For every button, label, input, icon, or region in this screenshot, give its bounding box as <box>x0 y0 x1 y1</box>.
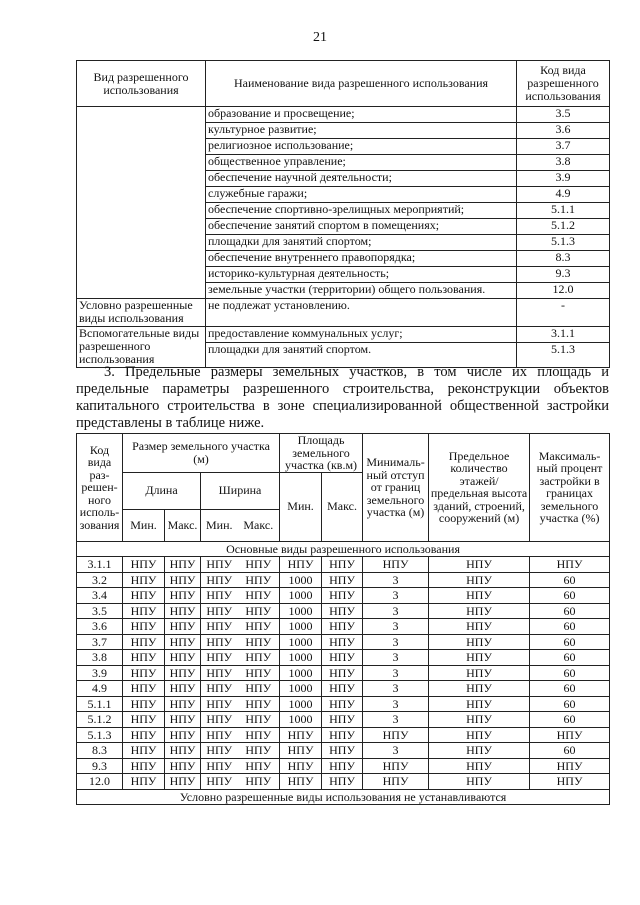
length-max: НПУ <box>165 774 201 790</box>
use-name: обеспечение спортивно-зрелищных мероприятий; <box>206 203 517 219</box>
coverage: НПУ <box>530 727 610 743</box>
header-area-min: Мин. <box>280 472 322 541</box>
plot-parameters-table <box>76 433 610 805</box>
paragraph-line: представлены в таблице ниже. <box>76 415 265 431</box>
use-name: религиозное использование; <box>206 139 517 155</box>
use-code: 3.6 <box>517 123 610 139</box>
floors: НПУ <box>429 619 530 635</box>
header-area: Площадь земельного участка (кв.м) <box>280 434 363 473</box>
length-max: НПУ <box>165 712 201 728</box>
setback: НПУ <box>363 727 429 743</box>
area-min: НПУ <box>280 557 322 573</box>
coverage: 60 <box>530 588 610 604</box>
use-code: 5.1.2 <box>517 219 610 235</box>
setback: 3 <box>363 588 429 604</box>
use-code: 3.9 <box>517 171 610 187</box>
length-min: НПУ <box>123 650 165 666</box>
row-code: 3.2 <box>77 572 123 588</box>
row-code: 3.5 <box>77 603 123 619</box>
use-name: площадки для занятий спортом. <box>206 343 517 368</box>
header-row-1 <box>77 434 610 473</box>
width-min: НПУ <box>201 758 238 774</box>
setback: НПУ <box>363 758 429 774</box>
coverage: 60 <box>530 603 610 619</box>
length-max: НПУ <box>165 727 201 743</box>
use-name: служебные гаражи; <box>206 187 517 203</box>
width-min: НПУ <box>201 650 238 666</box>
use-name: площадки для занятий спортом; <box>206 235 517 251</box>
area-max: НПУ <box>322 634 363 650</box>
length-max: НПУ <box>165 665 201 681</box>
row-code: 5.1.3 <box>77 727 123 743</box>
use-name: историко-культурная деятельность; <box>206 267 517 283</box>
width-min: НПУ <box>201 681 238 697</box>
table-row <box>77 743 610 759</box>
width-min: НПУ <box>201 572 238 588</box>
use-code: 5.1.3 <box>517 343 610 368</box>
table-row <box>77 588 610 604</box>
setback: 3 <box>363 681 429 697</box>
header-coverage: Максималь-ный процент застройки в границах земельного участка (%) <box>530 434 610 542</box>
row-code: 12.0 <box>77 774 123 790</box>
area-max: НПУ <box>322 758 363 774</box>
width-min: НПУ <box>201 712 238 728</box>
conditional-uses-row <box>77 299 610 327</box>
header-use-type: Вид разрешенного использования <box>77 61 206 107</box>
setback: 3 <box>363 619 429 635</box>
table-row <box>77 107 610 123</box>
area-min: НПУ <box>280 758 322 774</box>
table-row <box>77 665 610 681</box>
length-min: НПУ <box>123 588 165 604</box>
length-max: НПУ <box>165 696 201 712</box>
area-max: НПУ <box>322 588 363 604</box>
row-code: 5.1.2 <box>77 712 123 728</box>
width-max: НПУ <box>238 696 280 712</box>
row-code: 3.6 <box>77 619 123 635</box>
floors: НПУ <box>429 681 530 697</box>
length-min: НПУ <box>123 774 165 790</box>
area-max: НПУ <box>322 665 363 681</box>
floors: НПУ <box>429 634 530 650</box>
area-min: 1000 <box>280 572 322 588</box>
area-max: НПУ <box>322 650 363 666</box>
width-max: НПУ <box>238 743 280 759</box>
width-max: НПУ <box>238 758 280 774</box>
width-min: НПУ <box>201 727 238 743</box>
main-uses-group-cell <box>77 107 206 299</box>
area-max: НПУ <box>322 696 363 712</box>
length-max: НПУ <box>165 650 201 666</box>
use-code: 5.1.3 <box>517 235 610 251</box>
setback: 3 <box>363 603 429 619</box>
area-max: НПУ <box>322 603 363 619</box>
use-code: 4.9 <box>517 187 610 203</box>
width-min: НПУ <box>201 696 238 712</box>
width-min: НПУ <box>201 619 238 635</box>
table-row <box>77 696 610 712</box>
coverage: 60 <box>530 681 610 697</box>
header-width-max: Макс. <box>238 509 280 541</box>
row-code: 3.8 <box>77 650 123 666</box>
auxiliary-uses-row <box>77 327 610 343</box>
setback: 3 <box>363 665 429 681</box>
coverage: НПУ <box>530 774 610 790</box>
table-row <box>77 681 610 697</box>
use-code: 3.1.1 <box>517 327 610 343</box>
area-max: НПУ <box>322 743 363 759</box>
header-width-min: Мин. <box>201 509 238 541</box>
area-max: НПУ <box>322 712 363 728</box>
width-max: НПУ <box>238 665 280 681</box>
row-code: 4.9 <box>77 681 123 697</box>
header-use-code: Код вида разрешенного использования <box>517 61 610 107</box>
length-min: НПУ <box>123 603 165 619</box>
area-min: 1000 <box>280 634 322 650</box>
length-max: НПУ <box>165 572 201 588</box>
width-min: НПУ <box>201 557 238 573</box>
area-min: 1000 <box>280 603 322 619</box>
header-area-max: Макс. <box>322 472 363 541</box>
width-min: НПУ <box>201 634 238 650</box>
floors: НПУ <box>429 774 530 790</box>
use-name: не подлежат установлению. <box>206 299 517 327</box>
header-plot-size: Размер земельного участка (м) <box>123 434 280 473</box>
width-min: НПУ <box>201 774 238 790</box>
floors: НПУ <box>429 603 530 619</box>
floors: НПУ <box>429 572 530 588</box>
length-max: НПУ <box>165 743 201 759</box>
length-min: НПУ <box>123 634 165 650</box>
area-max: НПУ <box>322 774 363 790</box>
header-width: Ширина <box>201 472 280 509</box>
use-name: культурное развитие; <box>206 123 517 139</box>
width-min: НПУ <box>201 743 238 759</box>
floors: НПУ <box>429 727 530 743</box>
length-min: НПУ <box>123 743 165 759</box>
length-min: НПУ <box>123 681 165 697</box>
floors: НПУ <box>429 758 530 774</box>
use-code: 5.1.1 <box>517 203 610 219</box>
table-row <box>77 758 610 774</box>
floors: НПУ <box>429 665 530 681</box>
row-code: 3.9 <box>77 665 123 681</box>
header-length-min: Мин. <box>123 509 165 541</box>
section-row <box>77 541 610 557</box>
area-min: 1000 <box>280 650 322 666</box>
use-name: предоставление коммунальных услуг; <box>206 327 517 343</box>
conditional-uses-label: Условно разрешенные виды использования <box>77 299 206 327</box>
use-code: 9.3 <box>517 267 610 283</box>
area-max: НПУ <box>322 681 363 697</box>
width-max: НПУ <box>238 650 280 666</box>
length-max: НПУ <box>165 619 201 635</box>
table-row <box>77 557 610 573</box>
use-name: образование и просвещение; <box>206 107 517 123</box>
length-max: НПУ <box>165 681 201 697</box>
floors: НПУ <box>429 650 530 666</box>
width-max: НПУ <box>238 774 280 790</box>
area-min: 1000 <box>280 588 322 604</box>
area-min: 1000 <box>280 696 322 712</box>
area-min: 1000 <box>280 681 322 697</box>
area-max: НПУ <box>322 727 363 743</box>
setback: 3 <box>363 743 429 759</box>
use-name: обеспечение занятий спортом в помещениях; <box>206 219 517 235</box>
area-max: НПУ <box>322 572 363 588</box>
coverage: НПУ <box>530 758 610 774</box>
area-max: НПУ <box>322 557 363 573</box>
use-code: 3.8 <box>517 155 610 171</box>
footer-row <box>77 789 610 805</box>
coverage: 60 <box>530 572 610 588</box>
floors: НПУ <box>429 712 530 728</box>
use-code: 3.7 <box>517 139 610 155</box>
use-code: - <box>517 299 610 327</box>
header-use-name: Наименование вида разрешенного использования <box>206 61 517 107</box>
table-row <box>77 603 610 619</box>
row-code: 3.1.1 <box>77 557 123 573</box>
table-row <box>77 634 610 650</box>
row-code: 8.3 <box>77 743 123 759</box>
header-length: Длина <box>123 472 201 509</box>
section-paragraph <box>76 364 609 432</box>
area-max: НПУ <box>322 619 363 635</box>
area-min: НПУ <box>280 743 322 759</box>
length-min: НПУ <box>123 696 165 712</box>
paragraph-line: предельные параметры разрешенного строительства, реконструкции объектов <box>76 381 609 397</box>
length-max: НПУ <box>165 758 201 774</box>
width-max: НПУ <box>238 681 280 697</box>
setback: 3 <box>363 650 429 666</box>
coverage: 60 <box>530 650 610 666</box>
area-min: НПУ <box>280 727 322 743</box>
floors: НПУ <box>429 743 530 759</box>
width-max: НПУ <box>238 557 280 573</box>
length-min: НПУ <box>123 619 165 635</box>
width-max: НПУ <box>238 603 280 619</box>
setback: 3 <box>363 634 429 650</box>
use-name: земельные участки (территории) общего пользования. <box>206 283 517 299</box>
area-min: 1000 <box>280 665 322 681</box>
paragraph-line: 3. Предельные размеры земельных участков, в том числе их площадь и <box>104 364 609 380</box>
row-code: 3.7 <box>77 634 123 650</box>
header-length-max: Макс. <box>165 509 201 541</box>
use-code: 8.3 <box>517 251 610 267</box>
setback: НПУ <box>363 557 429 573</box>
table-row <box>77 619 610 635</box>
use-name: общественное управление; <box>206 155 517 171</box>
row-code: 3.4 <box>77 588 123 604</box>
length-max: НПУ <box>165 557 201 573</box>
length-min: НПУ <box>123 557 165 573</box>
permitted-use-table <box>76 60 610 368</box>
row-code: 9.3 <box>77 758 123 774</box>
coverage: 60 <box>530 665 610 681</box>
coverage: 60 <box>530 712 610 728</box>
table-row <box>77 712 610 728</box>
width-max: НПУ <box>238 727 280 743</box>
table-header-row <box>77 61 610 107</box>
use-name: обеспечение научной деятельности; <box>206 171 517 187</box>
width-max: НПУ <box>238 634 280 650</box>
area-min: 1000 <box>280 712 322 728</box>
length-min: НПУ <box>123 665 165 681</box>
header-setback: Минималь-ный отступ от границ земельного участка (м) <box>363 434 429 542</box>
width-min: НПУ <box>201 588 238 604</box>
length-min: НПУ <box>123 727 165 743</box>
coverage: НПУ <box>530 557 610 573</box>
conditional-uses-note: Условно разрешенные виды использования не устанавливаются <box>77 789 610 805</box>
length-min: НПУ <box>123 758 165 774</box>
use-name: обеспечение внутреннего правопорядка; <box>206 251 517 267</box>
length-min: НПУ <box>123 572 165 588</box>
width-max: НПУ <box>238 588 280 604</box>
header-code: Код вида раз-решен-ного исполь-зования <box>77 434 123 542</box>
paragraph-line: капитального строительства в зоне специализированной общественной застройки <box>76 398 609 414</box>
row-code: 5.1.1 <box>77 696 123 712</box>
coverage: 60 <box>530 634 610 650</box>
length-max: НПУ <box>165 634 201 650</box>
coverage: 60 <box>530 743 610 759</box>
floors: НПУ <box>429 696 530 712</box>
length-max: НПУ <box>165 603 201 619</box>
setback: НПУ <box>363 774 429 790</box>
coverage: 60 <box>530 619 610 635</box>
width-min: НПУ <box>201 603 238 619</box>
setback: 3 <box>363 572 429 588</box>
table-row <box>77 727 610 743</box>
area-min: 1000 <box>280 619 322 635</box>
page-number: 21 <box>313 30 327 45</box>
table-row <box>77 774 610 790</box>
use-code: 12.0 <box>517 283 610 299</box>
width-max: НПУ <box>238 572 280 588</box>
width-max: НПУ <box>238 619 280 635</box>
floors: НПУ <box>429 557 530 573</box>
table-row <box>77 650 610 666</box>
use-code: 3.5 <box>517 107 610 123</box>
width-max: НПУ <box>238 712 280 728</box>
table-row <box>77 572 610 588</box>
auxiliary-uses-label: Вспомогательные виды разрешенного использования <box>77 327 206 368</box>
floors: НПУ <box>429 588 530 604</box>
header-floors: Предельное количество этажей/ предельная высота зданий, строений, сооружений (м) <box>429 434 530 542</box>
setback: 3 <box>363 696 429 712</box>
section-main-uses: Основные виды разрешенного использования <box>77 541 610 557</box>
length-max: НПУ <box>165 588 201 604</box>
area-min: НПУ <box>280 774 322 790</box>
width-min: НПУ <box>201 665 238 681</box>
length-min: НПУ <box>123 712 165 728</box>
setback: 3 <box>363 712 429 728</box>
coverage: 60 <box>530 696 610 712</box>
